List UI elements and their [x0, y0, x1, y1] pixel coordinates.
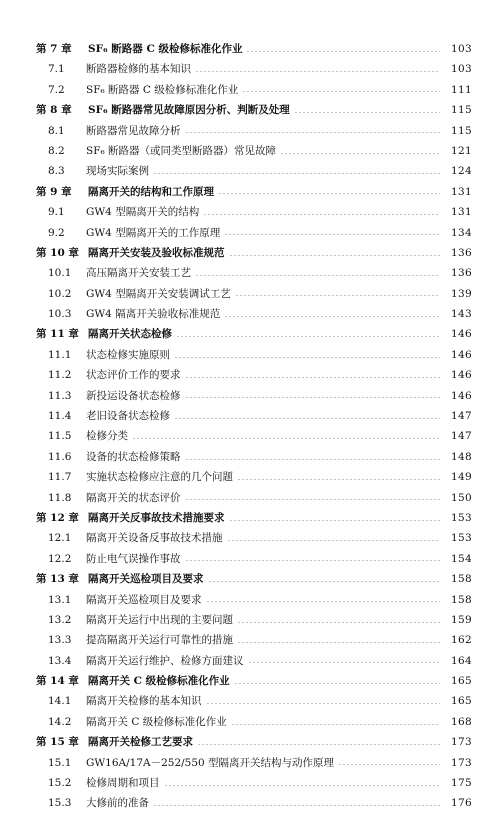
toc-entry-line	[86, 712, 500, 732]
toc-page-number: 115	[451, 104, 472, 117]
toc-page-number: 146	[451, 328, 472, 341]
toc-entry-title: 隔离开关安装及验收标准规范	[88, 246, 225, 259]
toc-entry-line	[86, 549, 500, 569]
toc-section-entry[interactable]	[0, 263, 500, 283]
dot-leader	[206, 601, 441, 602]
toc-page-number: 158	[451, 573, 472, 586]
dot-leader	[206, 703, 441, 704]
toc-entry-title: SF₆ 断路器（或同类型断路器）常见故障	[86, 144, 277, 157]
dot-leader	[235, 295, 440, 296]
toc-page-number: 173	[451, 756, 472, 769]
toc-entry-number: 7.1	[48, 63, 65, 76]
toc-entry-title: 检修分类	[86, 430, 128, 443]
toc-section-entry[interactable]	[0, 80, 500, 100]
toc-entry-line	[86, 141, 500, 161]
toc-entry-title: 断路器常见故障分析	[86, 124, 181, 137]
toc-section-entry[interactable]	[0, 610, 500, 630]
toc-chapter-entry[interactable]	[0, 182, 500, 202]
toc-entry-title: 隔离开关 C 级检修标准化作业	[86, 715, 227, 728]
toc-entry-title: 隔离开关状态检修	[88, 328, 172, 341]
toc-entry-line	[86, 691, 500, 711]
toc-section-entry[interactable]	[0, 753, 500, 773]
toc-page-number: 173	[451, 736, 472, 749]
dot-leader	[229, 255, 441, 256]
toc-section-entry[interactable]	[0, 692, 500, 712]
toc-entry-number: 10.2	[48, 287, 72, 300]
dot-leader	[231, 724, 440, 725]
toc-entry-title: 实施状态检修应注意的几个问题	[86, 471, 233, 484]
toc-entry-line	[86, 121, 500, 141]
toc-page-number: 146	[451, 369, 472, 382]
toc-entry-number: 13.3	[48, 634, 72, 647]
dot-leader	[185, 397, 441, 398]
toc-page-number: 131	[451, 185, 472, 198]
dot-leader	[237, 622, 440, 623]
toc-section-entry[interactable]	[0, 590, 500, 610]
toc-entry-number: 7.2	[48, 83, 65, 96]
toc-entry-title: GW4 型隔离开关的工作原理	[86, 226, 221, 239]
toc-entry-line	[88, 243, 500, 263]
toc-entry-number: 9.2	[48, 226, 65, 239]
toc-page-number: 175	[451, 777, 472, 790]
dot-leader	[280, 153, 440, 154]
toc-entry-number: 11.2	[48, 369, 72, 382]
toc-page-number: 158	[451, 593, 472, 606]
dot-leader	[153, 173, 440, 174]
toc-entry-title: 断路器检修的基本知识	[86, 63, 191, 76]
toc-chapter-entry[interactable]	[0, 324, 500, 344]
dot-leader	[237, 642, 440, 643]
dot-leader	[185, 459, 441, 460]
toc-entry-line	[86, 202, 500, 222]
toc-chapter-entry[interactable]	[0, 243, 500, 263]
toc-section-entry[interactable]	[0, 202, 500, 222]
toc-entry-number: 12.2	[48, 552, 72, 565]
toc-page-number: 124	[451, 165, 472, 178]
toc-entry-title: 提高隔离开关运行可靠性的措施	[86, 634, 233, 647]
toc-section-entry[interactable]	[0, 467, 500, 487]
toc-page-number: 164	[451, 654, 472, 667]
toc-page-number: 143	[451, 308, 472, 321]
toc-page-number: 146	[451, 348, 472, 361]
dot-leader	[185, 132, 441, 133]
toc-entry-number: 15.1	[48, 756, 72, 769]
toc-chapter-entry[interactable]	[0, 671, 500, 691]
toc-section-entry[interactable]	[0, 59, 500, 79]
toc-page-number: 139	[451, 287, 472, 300]
toc-entry-title: 隔离开关检修的基本知识	[86, 695, 202, 708]
toc-section-entry[interactable]	[0, 406, 500, 426]
toc-entry-line	[86, 426, 500, 446]
toc-entry-line	[86, 59, 500, 79]
toc-entry-line	[88, 671, 500, 691]
toc-entry-title: 隔离开关巡检项目及要求	[88, 573, 204, 586]
toc-entry-title: 隔离开关运行中出现的主要问题	[86, 613, 233, 626]
toc-entry-number: 第 11 章	[36, 328, 79, 341]
toc-entry-title: 隔离开关的结构和工作原理	[88, 185, 214, 198]
toc-entry-number: 10.3	[48, 308, 72, 321]
toc-section-entry[interactable]	[0, 630, 500, 650]
toc-entry-number: 8.3	[48, 165, 65, 178]
dot-leader	[185, 377, 441, 378]
toc-entry-line	[86, 488, 500, 508]
toc-section-entry[interactable]	[0, 528, 500, 548]
dot-leader	[208, 581, 441, 582]
toc-entry-line	[86, 447, 500, 467]
toc-page-number: 159	[451, 613, 472, 626]
toc-chapter-entry[interactable]	[0, 39, 500, 59]
toc-entry-line	[86, 345, 500, 365]
dot-leader	[203, 214, 440, 215]
toc-page-number: 121	[451, 144, 472, 157]
dot-leader	[248, 662, 441, 663]
toc-page-number: 103	[451, 42, 472, 55]
dot-leader	[229, 520, 441, 521]
dot-leader	[185, 499, 441, 500]
toc-entry-title: SF₆ 断路器 C 级检修标准化作业	[88, 42, 243, 55]
toc-entry-number: 11.3	[48, 389, 72, 402]
toc-entry-title: 隔离开关运行维护、检修方面建议	[86, 654, 244, 667]
toc-entry-title: 大修前的准备	[86, 797, 149, 810]
toc-section-entry[interactable]	[0, 488, 500, 508]
toc-entry-number: 13.1	[48, 593, 72, 606]
dot-leader	[338, 764, 440, 765]
toc-entry-number: 第 12 章	[36, 511, 79, 524]
toc-page-number: 111	[451, 83, 472, 96]
dot-leader	[132, 438, 440, 439]
toc-entry-title: SF₆ 断路器常见故障原因分析、判断及处理	[88, 104, 290, 117]
toc-entry-title: GW4 型隔离开关安装调试工艺	[86, 287, 231, 300]
toc-entry-title: 设备的状态检修策略	[86, 450, 181, 463]
toc-page-number: 154	[451, 552, 472, 565]
toc-section-entry[interactable]	[0, 121, 500, 141]
toc-entry-line	[88, 100, 500, 120]
toc-entry-title: 检修周期和项目	[86, 777, 160, 790]
toc-entry-line	[88, 182, 500, 202]
toc-entry-line	[86, 161, 500, 181]
toc-entry-line	[88, 508, 500, 528]
toc-section-entry[interactable]	[0, 773, 500, 793]
toc-entry-title: 隔离开关 C 级检修标准化作业	[88, 675, 230, 688]
dot-leader	[237, 479, 440, 480]
dot-leader	[224, 234, 440, 235]
toc-entry-line	[88, 569, 500, 589]
dot-leader	[176, 336, 440, 337]
toc-entry-line	[86, 80, 500, 100]
toc-entry-title: GW4 隔离开关验收标准规范	[86, 308, 221, 321]
toc-page-number: 165	[451, 695, 472, 708]
toc-page-number: 165	[451, 675, 472, 688]
toc-page-number: 134	[451, 226, 472, 239]
toc-section-entry[interactable]	[0, 651, 500, 671]
dot-leader	[294, 112, 440, 113]
toc-page-number: 150	[451, 491, 472, 504]
toc-entry-number: 第 15 章	[36, 736, 79, 749]
toc-section-entry[interactable]	[0, 304, 500, 324]
toc-page-number: 147	[451, 430, 472, 443]
toc-entry-number: 第 8 章	[36, 104, 72, 117]
toc-section-entry[interactable]	[0, 345, 500, 365]
toc-entry-line	[86, 223, 500, 243]
toc-entry-line	[86, 651, 500, 671]
toc-entry-number: 15.2	[48, 777, 72, 790]
toc-page-number: 115	[451, 124, 472, 137]
toc-section-entry[interactable]	[0, 365, 500, 385]
toc-page-number: 131	[451, 206, 472, 219]
toc-entry-number: 第 7 章	[36, 42, 72, 55]
toc-entry-line	[86, 406, 500, 426]
toc-entry-title: GW4 型隔离开关的结构	[86, 206, 200, 219]
toc-entry-title: 现场实际案例	[86, 165, 149, 178]
toc-entry-title: 隔离开关设备反事故技术措施	[86, 532, 223, 545]
dot-leader	[195, 275, 440, 276]
toc-page-number: 103	[451, 63, 472, 76]
toc-section-entry[interactable]	[0, 223, 500, 243]
toc-entry-title: 高压隔离开关安装工艺	[86, 267, 191, 280]
toc-page-number: 149	[451, 471, 472, 484]
toc-entry-number: 14.2	[48, 715, 72, 728]
toc-chapter-entry[interactable]	[0, 100, 500, 120]
toc-section-entry[interactable]	[0, 161, 500, 181]
toc-entry-number: 11.5	[48, 430, 72, 443]
dot-leader	[246, 51, 440, 52]
toc-page-number: 148	[451, 450, 472, 463]
toc-entry-line	[86, 753, 500, 773]
dot-leader	[164, 785, 441, 786]
toc-entry-line	[86, 304, 500, 324]
toc-entry-number: 11.7	[48, 471, 72, 484]
toc-page-number: 146	[451, 389, 472, 402]
toc-chapter-entry[interactable]	[0, 508, 500, 528]
toc-entry-line	[86, 793, 500, 813]
toc-entry-line	[86, 263, 500, 283]
dot-leader	[227, 540, 441, 541]
toc-entry-line	[86, 610, 500, 630]
toc-entry-title: GW16A/17A－252/550 型隔离开关结构与动作原理	[86, 756, 335, 769]
toc-entry-number: 11.6	[48, 450, 72, 463]
dot-leader	[174, 418, 440, 419]
toc-entry-line	[88, 324, 500, 344]
toc-page-number: 136	[451, 267, 472, 280]
toc-entry-number: 9.1	[48, 206, 65, 219]
toc-entry-number: 第 10 章	[36, 246, 79, 259]
toc-entry-number: 8.1	[48, 124, 65, 137]
toc-entry-title: 新投运设备状态检修	[86, 389, 181, 402]
toc-entry-number: 11.1	[48, 348, 72, 361]
toc-entry-line	[86, 467, 500, 487]
toc-entry-line	[86, 284, 500, 304]
dot-leader	[242, 91, 440, 92]
toc-entry-title: 隔离开关巡检项目及要求	[86, 593, 202, 606]
toc-page-number: 136	[451, 246, 472, 259]
toc-page-number: 176	[451, 797, 472, 810]
toc-entry-number: 13.4	[48, 654, 72, 667]
toc-entry-number: 第 14 章	[36, 675, 79, 688]
toc-entry-line	[86, 386, 500, 406]
toc-entry-number: 14.1	[48, 695, 72, 708]
toc-entry-number: 第 13 章	[36, 573, 79, 586]
table-of-contents	[0, 39, 500, 814]
dot-leader	[218, 193, 440, 194]
toc-entry-title: 状态评价工作的要求	[86, 369, 181, 382]
dot-leader	[195, 71, 440, 72]
toc-section-entry[interactable]	[0, 549, 500, 569]
toc-entry-title: 隔离开关检修工艺要求	[88, 736, 193, 749]
dot-leader	[234, 683, 440, 684]
dot-leader	[224, 316, 440, 317]
toc-entry-title: SF₆ 断路器 C 级检修标准化作业	[86, 83, 239, 96]
dot-leader	[197, 744, 440, 745]
toc-entry-number: 第 9 章	[36, 185, 72, 198]
toc-entry-number: 13.2	[48, 613, 72, 626]
toc-entry-title: 隔离开关反事故技术措施要求	[88, 511, 225, 524]
toc-entry-line	[88, 39, 500, 59]
toc-section-entry[interactable]	[0, 284, 500, 304]
toc-entry-line	[86, 630, 500, 650]
toc-entry-number: 8.2	[48, 144, 65, 157]
toc-section-entry[interactable]	[0, 141, 500, 161]
toc-entry-title: 防止电气误操作事故	[86, 552, 181, 565]
toc-entry-title: 状态检修实施原则	[86, 348, 170, 361]
toc-section-entry[interactable]	[0, 426, 500, 446]
toc-entry-number: 15.3	[48, 797, 72, 810]
toc-section-entry[interactable]	[0, 793, 500, 813]
toc-entry-line	[86, 365, 500, 385]
toc-entry-number: 10.1	[48, 267, 72, 280]
toc-chapter-entry[interactable]	[0, 569, 500, 589]
toc-entry-line	[86, 773, 500, 793]
toc-entry-number: 11.8	[48, 491, 72, 504]
toc-section-entry[interactable]	[0, 712, 500, 732]
toc-section-entry[interactable]	[0, 386, 500, 406]
toc-section-entry[interactable]	[0, 447, 500, 467]
toc-entry-line	[86, 528, 500, 548]
toc-page-number: 162	[451, 634, 472, 647]
toc-entry-number: 12.1	[48, 532, 72, 545]
dot-leader	[185, 560, 441, 561]
toc-entry-line	[86, 590, 500, 610]
toc-page-number: 147	[451, 410, 472, 423]
toc-entry-title: 老旧设备状态检修	[86, 410, 170, 423]
toc-chapter-entry[interactable]	[0, 732, 500, 752]
dot-leader	[153, 805, 440, 806]
toc-entry-line	[88, 732, 500, 752]
toc-entry-title: 隔离开关的状态评价	[86, 491, 181, 504]
dot-leader	[174, 357, 440, 358]
toc-entry-number: 11.4	[48, 410, 72, 423]
toc-page-number: 168	[451, 715, 472, 728]
toc-page-number: 153	[451, 511, 472, 524]
toc-page-number: 153	[451, 532, 472, 545]
